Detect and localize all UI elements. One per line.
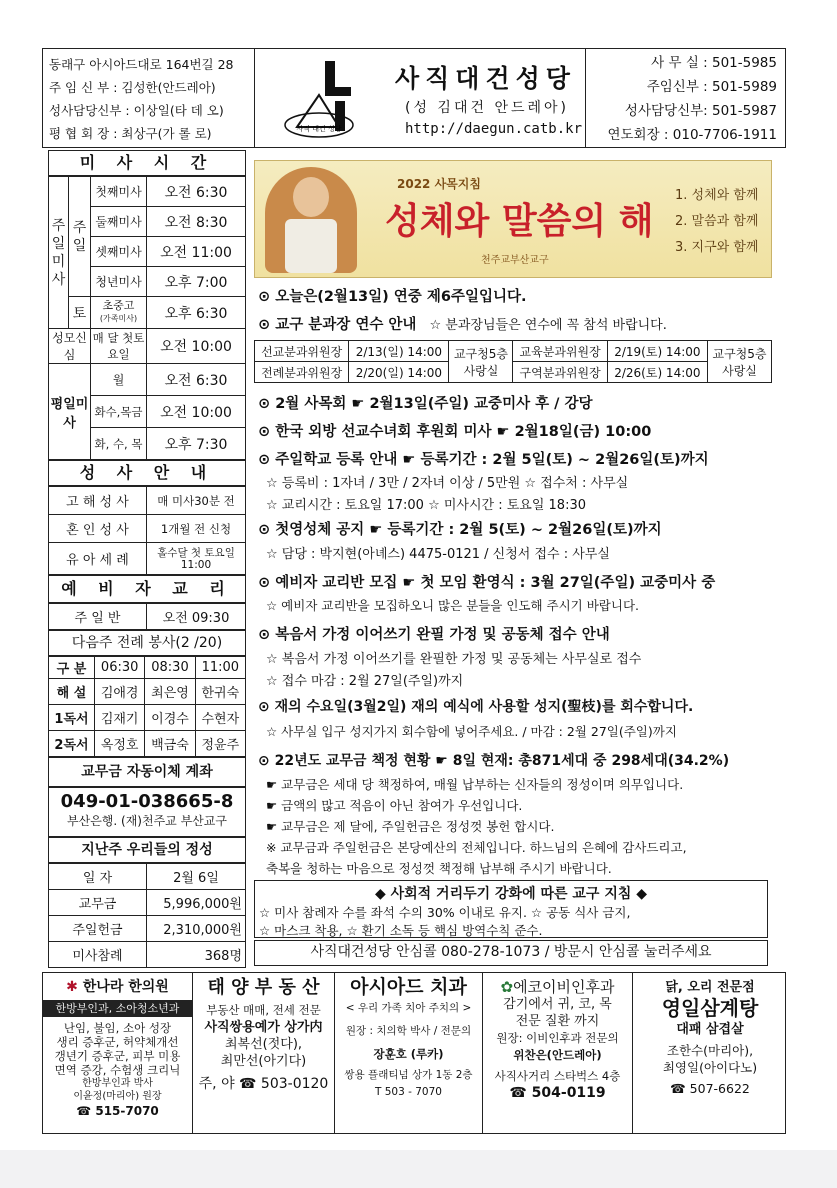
mass-name: 첫째미사 (91, 177, 147, 207)
offering-date-label: 일 자 (49, 864, 147, 890)
notice-9a: ☆ 사무실 입구 성지가지 회수함에 넣어주세요. / 마감 : 2월 27일(주일)까지 (266, 724, 677, 739)
council-president: 평 협 회 장 : 최상구(가 롤 로) (49, 126, 212, 141)
servers-role: 1독서 (49, 705, 95, 731)
mass-time: 오후 6:30 (147, 297, 246, 329)
sacrament-value: 1개월 전 신청 (147, 515, 246, 543)
catechumen-title: 예 비 자 교 리 (48, 575, 246, 603)
offering-name: 주일헌금 (49, 916, 147, 942)
first-sat-label: 성모신심 (49, 329, 91, 364)
sacrament-name: 혼 인 성 사 (49, 515, 147, 543)
offering-name: 미사참례 (49, 942, 147, 968)
ad-asiad-dental (335, 973, 483, 1133)
training-cell: 2/20(일) 14:00 (349, 362, 449, 383)
assoc-priest: 성사담당신부 : 이상일(타 데 오) (49, 103, 224, 118)
servers-role: 해 설 (49, 679, 95, 705)
ad-line: 최영일(아이다노) (662, 1060, 758, 1075)
mass-time: 오전 10:00 (147, 329, 246, 364)
servers-cell: 한귀숙 (195, 679, 245, 705)
account-bank: 부산은행. (재)천주교 부산교구 (67, 814, 227, 828)
ad-line: 쌍용 플래티넘 상가 1동 2층 (344, 1069, 473, 1081)
banner-big: 성체와 말씀의 해 (385, 200, 654, 242)
notice-10: ⊙ 22년도 교무금 책정 현황 ☛ 8일 현재: 총871세대 중 298세대(34.2%) (258, 753, 730, 769)
weekday-mass-label: 평일미사 (49, 364, 91, 460)
header-center (255, 49, 585, 147)
sacrament-value: 홀수달 첫 토요일 11:00 (147, 543, 246, 575)
eco-logo-icon: ✿ (500, 978, 514, 996)
training-cell: 구역분과위원장 (513, 362, 607, 383)
servers-cell: 옥정호 (95, 731, 145, 757)
covid-title: ◆ 사회적 거리두기 강화에 따른 교구 지침 ◆ (374, 886, 648, 902)
svg-text:사직 대건 성당: 사직 대건 성당 (296, 125, 342, 133)
ad-line: 난임, 불임, 소아 성장 (63, 1021, 172, 1035)
ad-name: 태 양 부 동 산 (207, 977, 320, 998)
notice-10e: 축복을 청하는 마음으로 정성껏 책정해 납부해 주시기 바랍니다. (266, 861, 612, 876)
training-cell: 전례분과위원장 (255, 362, 349, 383)
ad-tel: ☎ 507-6622 (670, 1081, 750, 1096)
account-box (48, 787, 246, 837)
notice-7: ⊙ 예비자 교리반 모집 ☛ 첫 모임 환영식 : 3월 27일(주일) 교중미사 중 (258, 575, 716, 591)
banner-item: 3. 지구와 함께 (675, 240, 759, 255)
phone-pastor: 주임신부 : 501-5989 (646, 79, 777, 95)
ad-line: 원장: 이비인후과 전문의 (496, 1031, 619, 1045)
pastoral-banner (254, 160, 772, 278)
ad-name: 한나라 한의원 (82, 979, 169, 995)
page-footer (0, 1150, 837, 1188)
mass-name: 둘째미사 (91, 207, 147, 237)
training-cell: 교구청5층 사랑실 (708, 341, 772, 383)
training-cell: 교구청5층 사랑실 (449, 341, 513, 383)
account-title: 교무금 자동이체 계좌 (48, 757, 246, 787)
ads-strip (42, 972, 786, 1134)
mass-title: 미 사 시 간 (48, 150, 246, 176)
mass-time: 오전 11:00 (147, 237, 246, 267)
servers-cell: 수현자 (195, 705, 245, 731)
notice-4: ⊙ 한국 외방 선교수녀회 후원회 미사 ☛ 2월18일(금) 10:00 (258, 424, 652, 440)
servers-cell: 이경수 (145, 705, 195, 731)
anshim-call: 사직대건성당 안심콜 080-278-1073 / 방문시 안심콜 눌러주세요 (254, 940, 768, 966)
servers-header: 08:30 (145, 657, 195, 679)
ad-line: 사직쌍용예가 상가内 (204, 1020, 323, 1035)
ad-line: 감기에서 귀, 코, 목 (503, 997, 612, 1012)
sunday-mass-label: 주일미사 (49, 177, 69, 329)
ad-line: 대패 삼겹살 (676, 1022, 744, 1037)
jesus-illustration (265, 167, 357, 273)
servers-cell: 정윤주 (195, 731, 245, 757)
offering-title: 지난주 우리들의 정성 (48, 837, 246, 863)
notice-8a: ☆ 복음서 가정 이어쓰기를 완필한 가정 및 공동체는 사무실로 접수 (266, 652, 642, 667)
covid-box (254, 880, 768, 938)
sacrament-value: 매 미사30분 전 (147, 487, 246, 515)
ad-youngil (633, 973, 787, 1133)
ad-tel: 주, 야 ☎ 503-0120 (198, 1076, 329, 1092)
offering-table (48, 863, 246, 968)
header-info (43, 49, 255, 147)
notice-2: ⊙ 교구 분과장 연수 안내 ☆ 분과장님들은 연수에 꼭 참석 바랍니다. (258, 317, 667, 333)
ad-hannara (43, 973, 193, 1133)
covid-line1: ☆ 미사 참례자 수를 좌석 수의 30% 이내로 유지. ☆ 공동 식사 금지, (259, 905, 631, 920)
catechumen-name: 주 일 반 (49, 604, 147, 630)
offering-value: 2,310,000원 (147, 916, 246, 942)
offering-value: 368명 (147, 942, 246, 968)
covid-line2: ☆ 마스크 착용, ☆ 환기 소독 등 핵심 방역수칙 준수. (259, 923, 543, 938)
notice-1: ⊙ 오늘은(2월13일) 연중 제6주일입니다. (258, 289, 527, 305)
mass-time: 오후 7:00 (147, 267, 246, 297)
ad-line: 생리 증후군, 허약체개선 (56, 1035, 179, 1049)
sacrament-title: 성 사 안 내 (48, 460, 246, 486)
header (42, 48, 786, 148)
pastor: 주 임 신 부 : 김성한(안드레아) (49, 80, 216, 95)
ad-line: 최만선(아기다) (220, 1054, 307, 1069)
training-cell: 선교분과위원장 (255, 341, 349, 362)
servers-header: 06:30 (95, 657, 145, 679)
phone-office: 사 무 실 : 501-5985 (651, 55, 777, 71)
ad-line: 사직사거리 스타벅스 4층 (494, 1069, 621, 1083)
ad-tel: ☎ 515-7070 (76, 1104, 159, 1118)
ad-line: 면역 증강, 수험생 크리닉 (54, 1063, 181, 1077)
ad-line: 부동산 매매, 전세 전문 (206, 1003, 321, 1017)
banner-item: 2. 말씀과 함께 (675, 214, 759, 229)
notice-6: ⊙ 첫영성체 공지 ☛ 등록기간 : 2월 5(토) ~ 2월26일(토)까지 (258, 522, 662, 538)
account-number: 049-01-038665-8 (60, 791, 234, 812)
ad-name: 아시아드 치과 (350, 976, 467, 998)
servers-table (48, 656, 246, 757)
ad-owner: 이윤정(마리아) 원장 (73, 1091, 162, 1102)
catechumen-time: 오전 09:30 (147, 604, 246, 630)
servers-role: 2독서 (49, 731, 95, 757)
header-phones (585, 49, 785, 147)
mass-time: 오전 6:30 (147, 177, 246, 207)
sacrament-table (48, 486, 246, 575)
ad-line: 위찬은(안드레아) (513, 1048, 602, 1062)
left-sidebar (48, 150, 246, 970)
ad-tel: ☎ 504-0119 (509, 1085, 606, 1101)
ad-line: 원장 : 치의학 박사 / 전문의 (345, 1025, 472, 1037)
mass-name: 매 달 첫토요일 (91, 329, 147, 364)
notice-10c: ☛ 교무금은 제 달에, 주일헌금은 정성껏 봉헌 합시다. (266, 819, 555, 834)
ad-line: 갱년기 증후군, 피부 미용 (54, 1049, 181, 1063)
parish-logo (279, 57, 375, 141)
notice-10b: ☛ 금액의 많고 적음이 아닌 참여가 우선입니다. (266, 798, 523, 813)
servers-cell: 백금숙 (145, 731, 195, 757)
ad-line: < 우리 가족 치아 주치의 > (345, 1002, 472, 1014)
ad-line: 장훈호 (루카) (373, 1047, 444, 1061)
banner-org: 천주교부산교구 (481, 255, 549, 266)
ad-line: 최복선(젓다), (224, 1037, 303, 1052)
mass-time: 오후 7:30 (147, 428, 246, 460)
servers-cell: 최은영 (145, 679, 195, 705)
offering-value: 5,996,000원 (147, 890, 246, 916)
phone-assoc: 성사담당신부: 501-5987 (624, 103, 777, 119)
notice-5b: ☆ 교리시간 : 토요일 17:00 ☆ 미사시간 : 토요일 18:30 (266, 498, 586, 513)
catechumen-table (48, 603, 246, 630)
mass-name: 셋째미사 (91, 237, 147, 267)
servers-cell: 김재기 (95, 705, 145, 731)
notice-8: ⊙ 복음서 가정 이어쓰기 완필 가정 및 공동체 접수 안내 (258, 627, 610, 643)
servers-cell: 김애경 (95, 679, 145, 705)
training-table (254, 340, 772, 383)
notice-7a: ☆ 예비자 교리반을 모집하오니 많은 분들을 인도해 주시기 바랍니다. (266, 598, 639, 613)
mass-name: 청년미사 (91, 267, 147, 297)
ad-big: 영일삼계탕 (661, 996, 759, 1020)
mass-name: 월 (91, 364, 147, 396)
offering-name: 교무금 (49, 890, 147, 916)
banner-items (675, 183, 758, 261)
mass-name: 화, 수, 목 (91, 428, 147, 460)
training-cell: 2/19(토) 14:00 (607, 341, 707, 362)
ad-line: 전문 질환 까지 (515, 1014, 600, 1029)
notice-10d: ※ 교무금과 주일헌금은 본당예산의 전체입니다. 하느님의 은혜에 감사드리고, (266, 840, 687, 855)
phone-council: 연도회장 : 010-7706-1911 (607, 127, 777, 143)
ad-sub: 한방부인과, 소아청소년과 (43, 1000, 192, 1017)
notice-5a: ☆ 등록비 : 1자녀 / 3만 / 2자녀 이상 / 5만원 ☆ 접수처 : 사무실 (266, 476, 629, 491)
parish-name: 사직대건성당 (395, 64, 576, 93)
ad-line: 조한수(마리아), (666, 1043, 754, 1058)
ad-eco-ent (483, 973, 633, 1133)
notice-3: ⊙ 2월 사목회 ☛ 2월13일(주일) 교중미사 후 / 강당 (258, 396, 593, 412)
notice-5: ⊙ 주일학교 등록 안내 ☛ 등록기간 : 2월 5일(토) ~ 2월26일(토)까지 (258, 452, 709, 468)
ad-name: 에코이비인후과 (513, 978, 615, 996)
sacrament-name: 유 아 세 례 (49, 543, 147, 575)
mass-name: 초중고 (가족미사) (91, 297, 147, 329)
notice-10a: ☛ 교무금은 세대 당 책정하여, 매월 납부하는 신자들의 정성이며 의무입니다. (266, 777, 684, 792)
servers-header: 11:00 (195, 657, 245, 679)
ad-line: T 503 - 7070 (375, 1086, 442, 1098)
mass-table (48, 176, 246, 460)
notice-9: ⊙ 재의 수요일(3월2일) 재의 예식에 사용할 성지(聖枝)를 회수합니다. (258, 699, 694, 715)
servers-title: 다음주 전례 봉사(2 /20) (48, 630, 246, 656)
offering-date: 2월 6일 (147, 864, 246, 890)
address: 동래구 아시아드대로 164번길 28 (49, 57, 234, 72)
training-cell: 2/13(일) 14:00 (349, 341, 449, 362)
mass-time: 오전 10:00 (147, 396, 246, 428)
training-cell: 교육분과위원장 (513, 341, 607, 362)
banner-item: 1. 성체와 함께 (675, 188, 759, 203)
notice-6a: ☆ 담당 : 박지현(아녜스) 4475-0121 / 신청서 접수 : 사무실 (266, 547, 610, 562)
mass-name: 화수,목금 (91, 396, 147, 428)
sacrament-name: 고 해 성 사 (49, 487, 147, 515)
saturday-label: 토 (69, 297, 91, 329)
ad-owner: 한방부인과 박사 (82, 1078, 153, 1089)
flower-icon: ✱ (66, 979, 78, 995)
parish-url[interactable]: http://daegun.catb.kr (405, 121, 583, 137)
servers-header: 구 분 (49, 657, 95, 679)
notice-8b: ☆ 접수 마감 : 2월 27일(주일)까지 (266, 674, 464, 689)
parish-patron: (성 김대건 안드레아) (405, 100, 570, 116)
mass-time: 오전 8:30 (147, 207, 246, 237)
ad-name: 닭, 오리 전문점 (665, 980, 755, 995)
training-cell: 2/26(토) 14:00 (607, 362, 707, 383)
sunday-label: 주일 (69, 177, 91, 297)
banner-small: 2022 사목지침 (397, 177, 481, 191)
mass-time: 오전 6:30 (147, 364, 246, 396)
ad-taeyang (193, 973, 335, 1133)
